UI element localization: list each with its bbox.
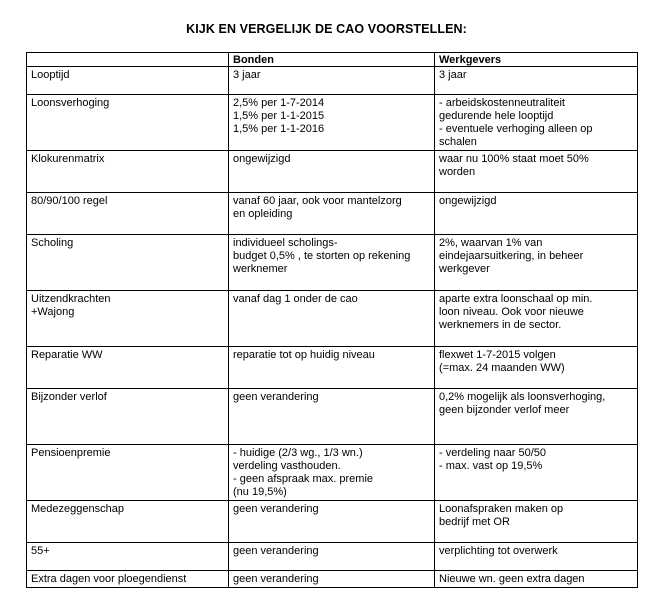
row-label: Bijzonder verlof	[27, 389, 229, 445]
header-cell-label	[27, 53, 229, 67]
cell-bonden: vanaf dag 1 onder de cao	[229, 291, 435, 347]
table-row	[27, 571, 638, 588]
table-row	[27, 543, 638, 571]
row-label: Extra dagen voor ploegendienst	[27, 571, 229, 588]
cell-bonden: - huidige (2/3 wg., 1/3 wn.) verdeling vasthouden. - geen afspraak max. premie (nu 19,5%)	[229, 445, 435, 501]
cell-werkgevers: flexwet 1-7-2015 volgen (=max. 24 maanden WW)	[435, 347, 638, 389]
table-row	[27, 95, 638, 151]
table-row	[27, 347, 638, 389]
cell-werkgevers: 3 jaar	[435, 67, 638, 95]
cell-werkgevers: ongewijzigd	[435, 193, 638, 235]
cell-bonden: individueel scholings- budget 0,5% , te storten op rekening werknemer	[229, 235, 435, 291]
page-title: KIJK EN VERGELIJK DE CAO VOORSTELLEN:	[186, 22, 467, 36]
row-label: 55+	[27, 543, 229, 571]
table-header-row	[27, 53, 638, 67]
cell-bonden: 3 jaar	[229, 67, 435, 95]
cell-bonden: geen verandering	[229, 389, 435, 445]
header-cell-bonden: Bonden	[229, 53, 435, 67]
table-row	[27, 67, 638, 95]
table-row	[27, 389, 638, 445]
row-label: Medezeggenschap	[27, 501, 229, 543]
cell-werkgevers: Nieuwe wn. geen extra dagen	[435, 571, 638, 588]
cell-werkgevers: aparte extra loonschaal op min. loon niveau. Ook voor nieuwe werknemers in de sector.	[435, 291, 638, 347]
row-label: Uitzendkrachten +Wajong	[27, 291, 229, 347]
cell-bonden: geen verandering	[229, 571, 435, 588]
comparison-table	[26, 52, 638, 588]
cell-werkgevers: - verdeling naar 50/50 - max. vast op 19,5%	[435, 445, 638, 501]
cell-werkgevers: - arbeidskostenneutraliteit gedurende hele looptijd - eventuele verhoging alleen op schalen	[435, 95, 638, 151]
row-label: Pensioenpremie	[27, 445, 229, 501]
table-row	[27, 445, 638, 501]
table-row	[27, 291, 638, 347]
cell-werkgevers: verplichting tot overwerk	[435, 543, 638, 571]
row-label: Klokurenmatrix	[27, 151, 229, 193]
row-label: 80/90/100 regel	[27, 193, 229, 235]
cell-bonden: geen verandering	[229, 501, 435, 543]
table-row	[27, 193, 638, 235]
row-label: Loonsverhoging	[27, 95, 229, 151]
row-label: Reparatie WW	[27, 347, 229, 389]
cell-bonden: geen verandering	[229, 543, 435, 571]
cell-bonden: vanaf 60 jaar, ook voor mantelzorg en opleiding	[229, 193, 435, 235]
table-row	[27, 501, 638, 543]
cell-werkgevers: waar nu 100% staat moet 50% worden	[435, 151, 638, 193]
row-label: Scholing	[27, 235, 229, 291]
cell-werkgevers: 2%, waarvan 1% van eindejaarsuitkering, in beheer werkgever	[435, 235, 638, 291]
header-cell-werkgevers: Werkgevers	[435, 53, 638, 67]
table-row	[27, 235, 638, 291]
cell-werkgevers: Loonafspraken maken op bedrijf met OR	[435, 501, 638, 543]
table-row	[27, 151, 638, 193]
cell-bonden: reparatie tot op huidig niveau	[229, 347, 435, 389]
cell-werkgevers: 0,2% mogelijk als loonsverhoging, geen bijzonder verlof meer	[435, 389, 638, 445]
cell-bonden: 2,5% per 1-7-2014 1,5% per 1-1-2015 1,5% per 1-1-2016	[229, 95, 435, 151]
row-label: Looptijd	[27, 67, 229, 95]
cell-bonden: ongewijzigd	[229, 151, 435, 193]
